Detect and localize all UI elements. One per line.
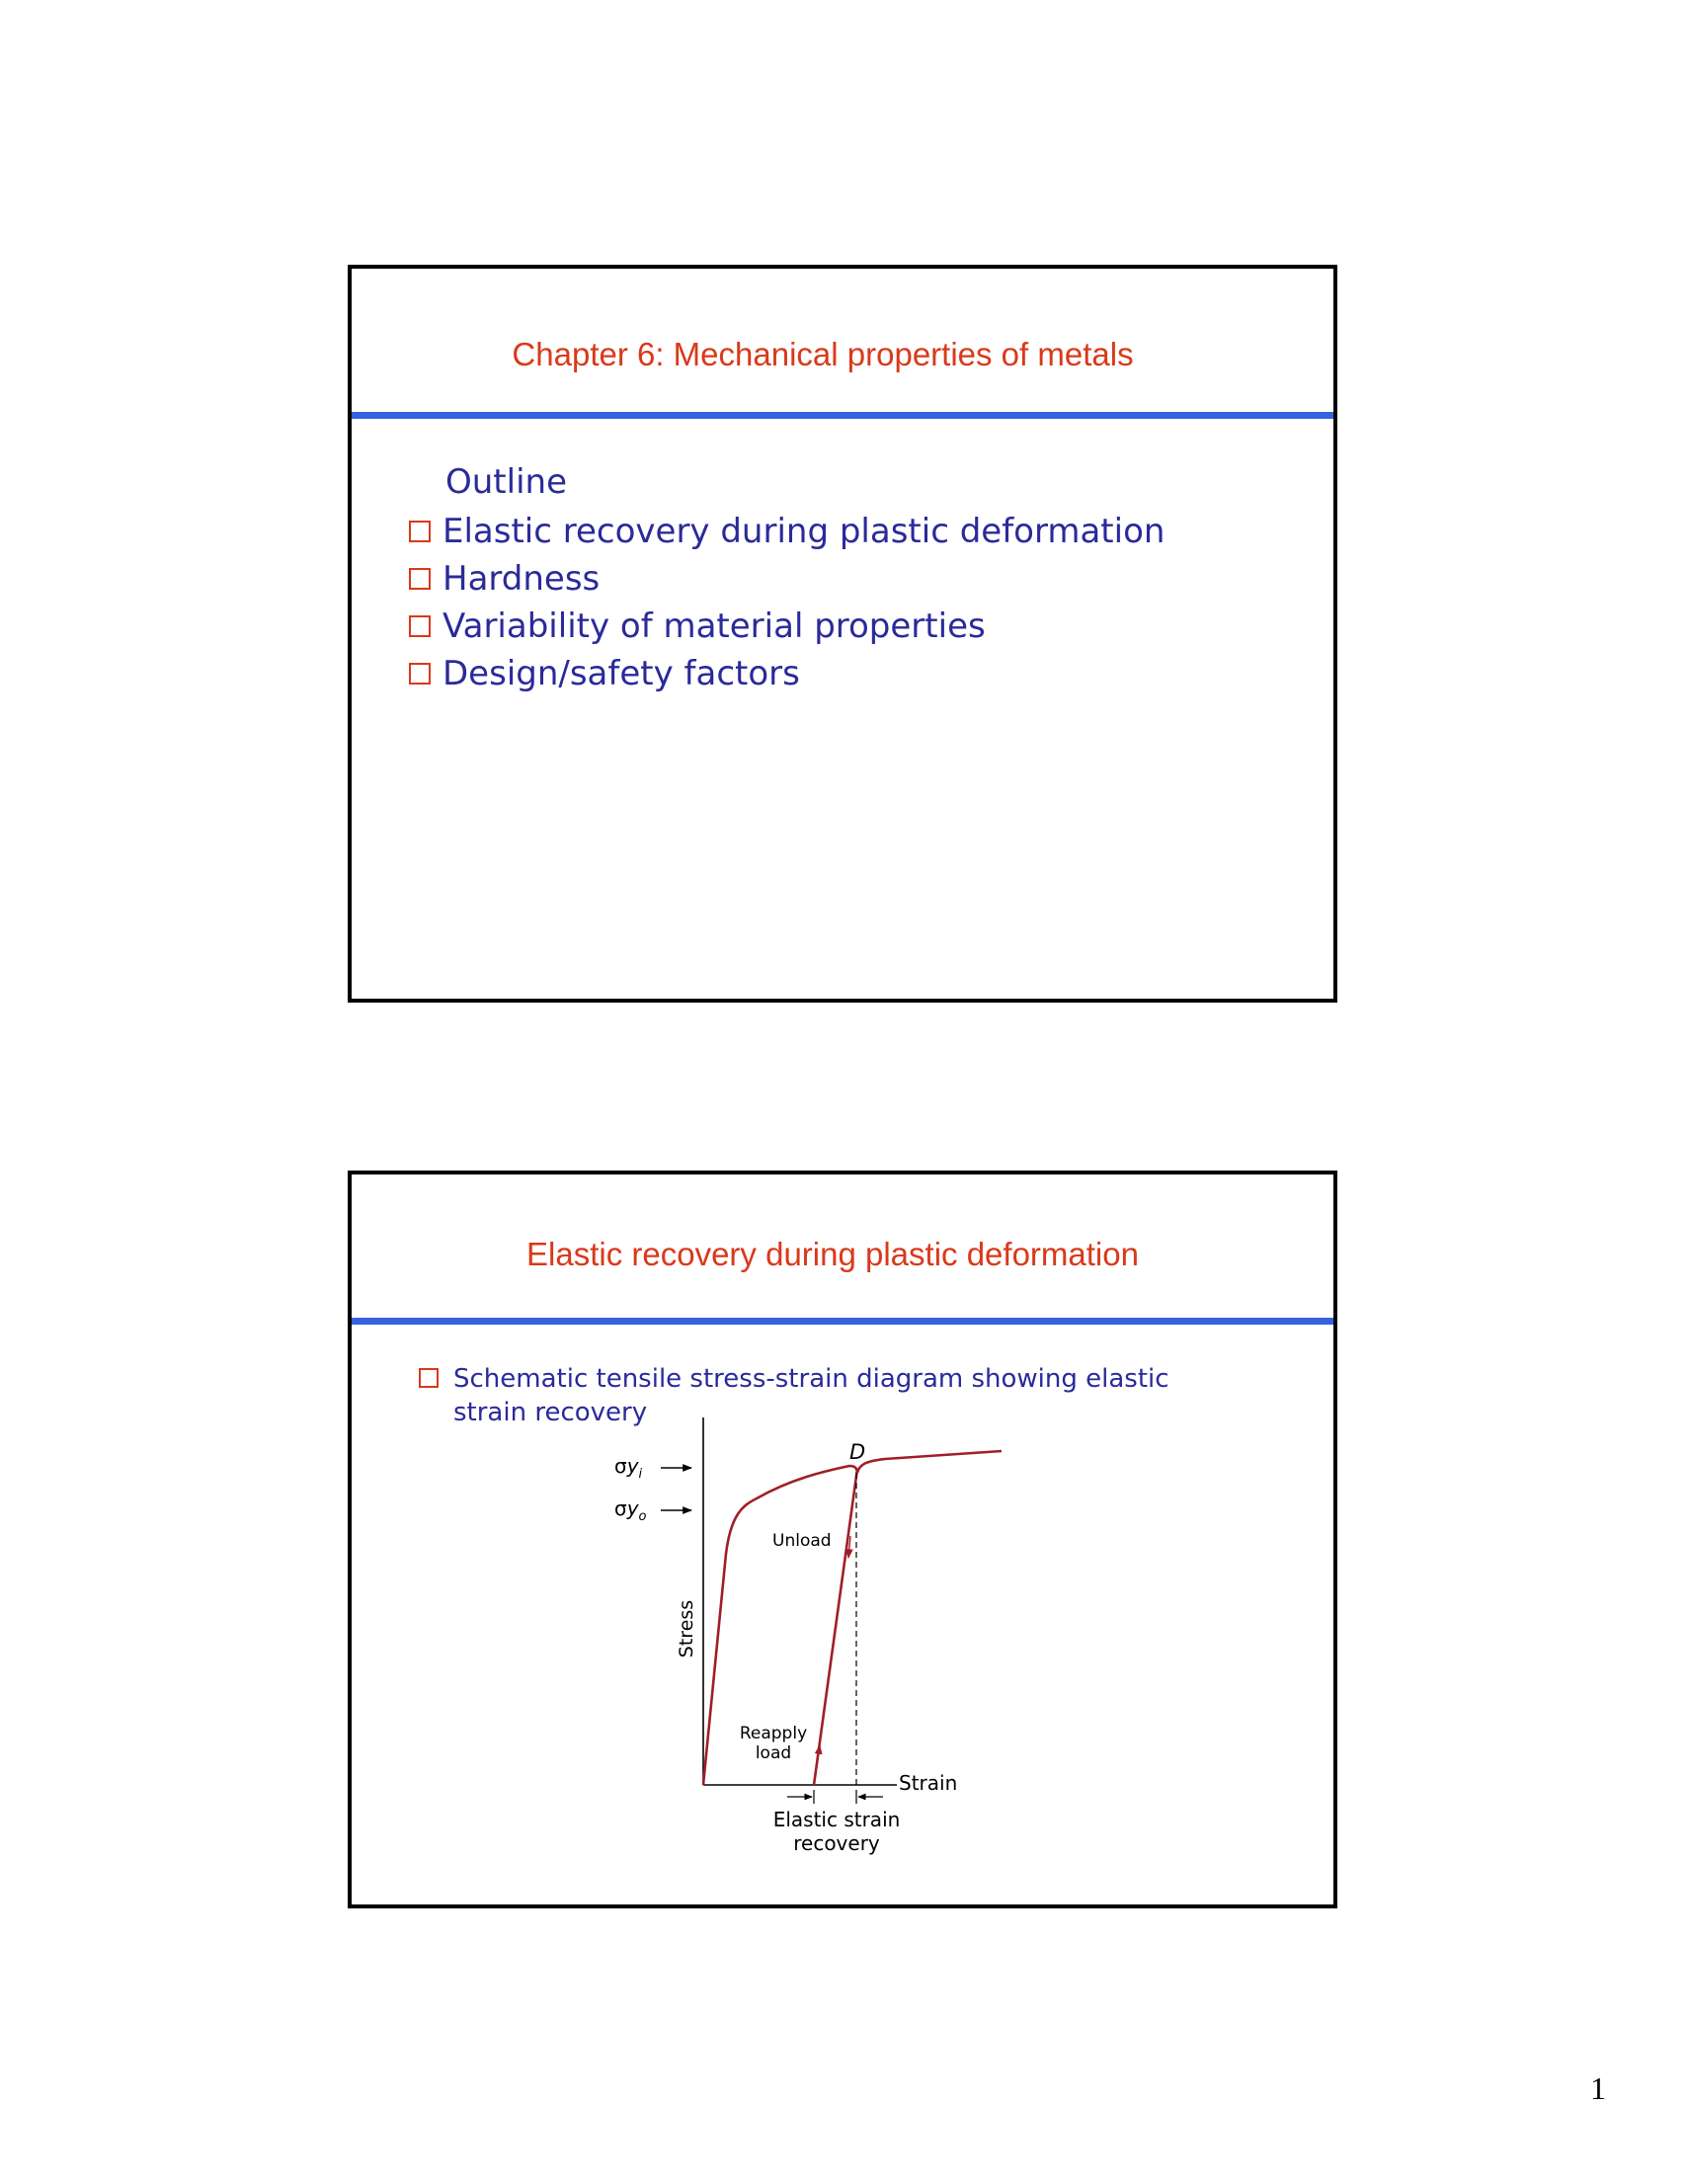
point-d-label: D [849,1440,866,1464]
outline-item [409,555,1165,603]
checkbox-square-icon [409,568,431,590]
page-number: 1 [1590,2070,1606,2106]
recovery-label-line1: Elastic strain [772,1808,901,1831]
checkbox-square-icon [409,663,431,685]
reapply-label-line1: Reapply [739,1724,808,1743]
slide-2 [348,1171,1337,1908]
stress-strain-diagram [352,1174,1333,1904]
slide-1-title: Chapter 6: Mechanical properties of metals [512,336,1134,372]
outline-item-label: Design/safety factors [442,654,800,693]
reloading-curve [857,1451,1002,1473]
sigma-yo-label: $\sigma y_o$ [614,1496,647,1524]
outline-item-label: Hardness [442,559,601,599]
unload-label: Unload [772,1531,832,1551]
outline-heading: Outline [445,462,568,502]
outline-item-label: Variability of material properties [442,607,986,646]
checkbox-square-icon [409,521,431,542]
title-rule [352,412,1333,419]
slide-1 [348,265,1337,1003]
recovery-label-line2: recovery [793,1831,880,1855]
reapply-label-line2: load [755,1743,792,1763]
outline-list [409,508,1165,697]
outline-item [409,508,1165,555]
outline-item [409,650,1165,697]
diagram-caption: Schematic tensile stress-strain diagram showing elastic strain recovery [453,1364,1169,1427]
outline-item [409,603,1165,650]
unload-line [814,1469,857,1785]
strain-axis-label: Strain [899,1771,958,1795]
sigma-yi-label: $\sigma y_i$ [614,1454,643,1482]
slide-2-title: Elastic recovery during plastic deformation [526,1236,1139,1272]
outline-item-label: Elastic recovery during plastic deformation [442,512,1166,551]
checkbox-square-icon [409,615,431,637]
stress-axis-label: Stress [676,1599,697,1658]
